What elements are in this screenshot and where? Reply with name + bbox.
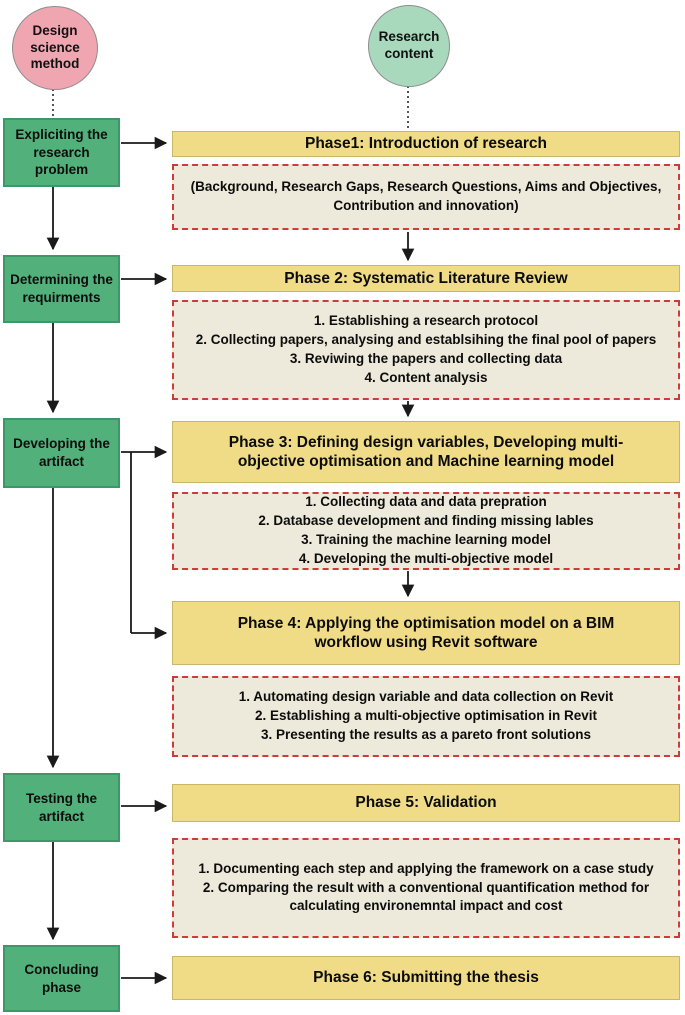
detail-line: 3. Presenting the results as a pareto front solutions — [260, 726, 592, 742]
method-step-label: Developing the artifact — [13, 436, 110, 469]
method-step-label: Testing the artifact — [25, 790, 97, 824]
detail-line: 4. Content analysis — [364, 369, 488, 385]
research-content-circle — [368, 5, 450, 87]
detail-line: 1. Automating design variable and data collection on Revit — [238, 689, 614, 705]
phase-3-details — [172, 492, 680, 570]
phase-5-bar — [172, 784, 680, 822]
phase-2-bar — [172, 265, 680, 292]
phase-5-details — [172, 838, 680, 938]
method-step-developing — [3, 418, 120, 488]
phase-3-title: Phase 3: Defining design variables, Developing multi-objective optimisation and Machine learning model — [228, 433, 624, 470]
phase-6-bar — [172, 956, 680, 1000]
detail-line: 1. Establishing a research protocol — [313, 313, 539, 329]
detail-line: 2. Database development and finding missing lables — [258, 513, 594, 529]
method-step-label: Determining the requirments — [10, 272, 113, 305]
phase-4-details — [172, 676, 680, 757]
detail-line: 3. Reviwing the papers and collecting data — [289, 351, 563, 366]
phase-4-title: Phase 4: Applying the optimisation model on a BIM workflow using Revit software — [237, 614, 615, 651]
detail-line: 1. Documenting each step and applying the framework on a case study — [198, 860, 654, 876]
detail-line: 4. Developing the multi-objective model — [298, 550, 554, 566]
detail-line: 1. Collecting data and data prepration — [305, 494, 547, 510]
phase-5-title: Phase 5: Validation — [355, 794, 497, 812]
design-science-method-label: Design science method — [30, 22, 80, 72]
detail-line: 3. Training the machine learning model — [301, 532, 551, 547]
detail-line: 2. Comparing the result with a conventional quantification method for calculating environemntal impact and cost — [202, 879, 650, 914]
phase-2-details — [172, 300, 680, 400]
method-step-concluding — [3, 945, 120, 1012]
research-content-label: Research content — [378, 29, 440, 61]
detail-line: (Background, Research Gaps, Research Questions, Aims and Objectives, Contribution and innovation) — [190, 179, 662, 213]
phase-3-bar — [172, 421, 680, 483]
method-step-testing — [3, 773, 120, 842]
detail-line: 2. Establishing a multi-objective optimisation in Revit — [254, 708, 598, 724]
phase-4-bar — [172, 601, 680, 665]
phase-1-title: Phase1: Introduction of research — [304, 135, 548, 153]
detail-line: 2. Collecting papers, analysing and establsihing the final pool of papers — [195, 332, 657, 348]
phase-2-title: Phase 2: Systematic Literature Review — [284, 269, 568, 287]
method-step-expliciting — [3, 118, 120, 187]
design-science-method-circle — [12, 6, 98, 90]
method-step-determining — [3, 255, 120, 323]
phase-1-bar — [172, 131, 680, 157]
phase-1-details — [172, 164, 680, 230]
method-step-label: Expliciting the research problem — [15, 127, 108, 178]
method-step-label: Concluding phase — [24, 961, 99, 995]
phase-6-title: Phase 6: Submitting the thesis — [313, 969, 539, 987]
